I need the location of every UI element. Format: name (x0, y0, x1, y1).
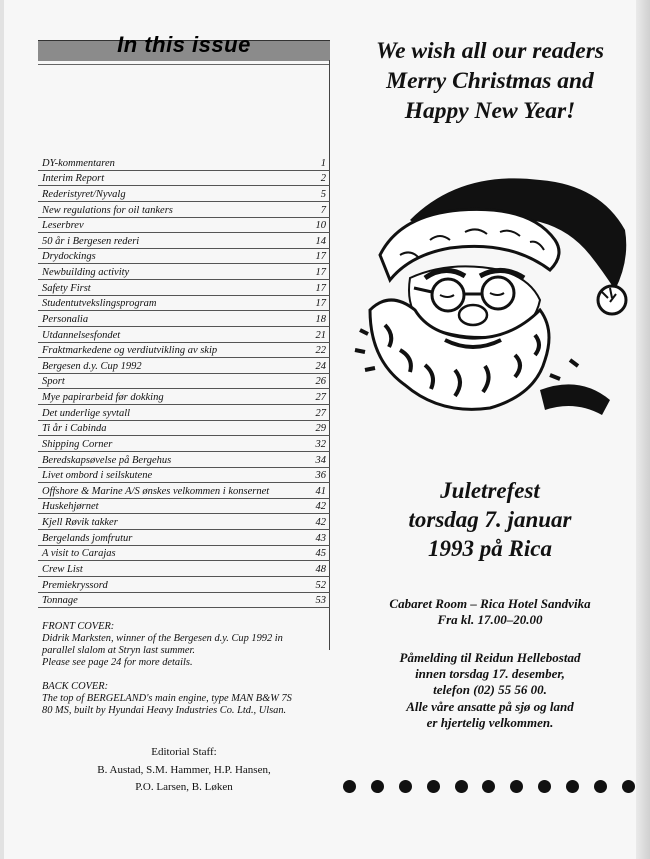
toc-page-number: 42 (315, 517, 326, 528)
toc-title: Bergelands jomfrutur (42, 532, 133, 544)
front-cover-caption: FRONT COVER: Didrik Marksten, winner of the Bergesen d.y. Cup 1992 in parallel slalom at Stryn last summer. Please see page 24 for more details. (42, 621, 283, 668)
table-of-contents (38, 155, 330, 608)
decorative-dot-row (343, 780, 635, 796)
toc-page-number: 27 (315, 392, 326, 403)
toc-page-number: 27 (315, 407, 326, 419)
toc-page-number: 14 (315, 235, 326, 247)
toc-title: Safety First (42, 282, 91, 294)
toc-row (38, 593, 330, 609)
toc-page-number: 7 (320, 204, 326, 216)
toc-title: A visit to Carajas (42, 548, 116, 560)
toc-page-number: 34 (315, 454, 326, 466)
decorative-dot (538, 780, 551, 793)
toc-page-number: 52 (315, 579, 326, 591)
decorative-dot (566, 780, 579, 793)
toc-row (38, 530, 330, 546)
toc-row (38, 202, 330, 218)
party-venue: Cabaret Room – Rica Hotel Sandvika Fra kl. 17.00–20.00 (389, 596, 591, 627)
toc-row (38, 358, 330, 374)
toc-row (38, 249, 330, 265)
toc-title: Livet ombord i seilskutene (42, 470, 153, 482)
toc-page-number: 24 (315, 360, 326, 372)
registration-info: Påmelding til Reidun Hellebostad innen torsdag 17. desember, telefon (02) 55 56 00. Alle våre ansatte på sjø og land er hjertelig velkommen. (399, 650, 581, 730)
toc-page-number: 22 (315, 345, 326, 357)
toc-row (38, 296, 330, 312)
toc-row (38, 546, 330, 562)
toc-row (38, 577, 330, 593)
toc-page-number: 32 (315, 438, 326, 450)
toc-page-number: 41 (315, 485, 326, 497)
decorative-dot (622, 780, 635, 793)
toc-title: Beredskapsøvelse på Bergehus (42, 454, 172, 466)
toc-row (38, 311, 330, 327)
toc-row (38, 514, 330, 530)
toc-page-number: 53 (315, 595, 326, 607)
santa-claus-illustration (340, 160, 640, 420)
toc-row (38, 499, 330, 515)
toc-title: DY-kommentaren (42, 157, 115, 169)
toc-title: Tonnage (42, 595, 78, 607)
contents-column (38, 32, 330, 607)
staff-line-2: P.O. Larsen, B. Løken (135, 781, 233, 793)
toc-title: Det underlige syvtall (42, 407, 131, 419)
toc-page-number: 5 (320, 188, 326, 200)
toc-page-number: 17 (315, 267, 326, 278)
toc-title: Kjell Røvik takker (42, 517, 118, 528)
toc-row (38, 186, 330, 202)
page-edge-right (636, 0, 650, 859)
toc-title: Crew List (42, 563, 83, 575)
toc-title: Shipping Corner (42, 438, 113, 450)
decorative-dot (343, 780, 356, 793)
toc-title: Personalia (42, 313, 89, 325)
toc-title: Interim Report (42, 173, 105, 185)
toc-page-number: 17 (315, 298, 326, 310)
toc-page-number: 36 (315, 470, 326, 482)
toc-title: Offshore & Marine A/S ønskes velkommen i konsernet (42, 485, 270, 497)
page-edge-left (0, 0, 4, 859)
decorative-dot (510, 780, 523, 793)
contents-title: In this issue (117, 32, 251, 57)
staff-heading: Editorial Staff: (151, 746, 217, 758)
toc-title: Studentutvekslingsprogram (42, 298, 157, 310)
toc-title: Fraktmarkedene og verdiutvikling av skip (42, 345, 218, 357)
toc-title: 50 år i Bergesen rederi (42, 235, 140, 247)
toc-title: Premiekryssord (42, 579, 108, 591)
editorial-staff (38, 744, 330, 797)
decorative-dot (427, 780, 440, 793)
christmas-party-title: Juletrefest torsdag 7. januar 1993 på Rica (408, 478, 572, 561)
contents-banner (38, 32, 330, 61)
toc-row (38, 374, 330, 390)
toc-row (38, 389, 330, 405)
toc-page-number: 42 (315, 501, 326, 513)
toc-row (38, 405, 330, 421)
toc-row (38, 218, 330, 234)
toc-row (38, 171, 330, 187)
toc-row (38, 280, 330, 296)
staff-line-1: B. Austad, S.M. Hammer, H.P. Hansen, (97, 763, 271, 776)
toc-row (38, 233, 330, 249)
toc-row (38, 264, 330, 280)
toc-page-number: 48 (315, 563, 326, 575)
toc-page-number: 26 (315, 376, 326, 388)
toc-row (38, 327, 330, 343)
decorative-dot (594, 780, 607, 793)
decorative-dot (455, 780, 468, 793)
toc-page-number: 18 (315, 313, 326, 325)
back-cover-caption: BACK COVER: The top of BERGELAND's main engine, type MAN B&W 7S 80 MS, built by Hyundai Heavy Industries Co. Ltd., Ulsan. (42, 681, 292, 716)
toc-page-number: 2 (320, 173, 326, 185)
toc-row (38, 155, 330, 171)
toc-title: Utdannelsesfondet (42, 329, 121, 341)
toc-row (38, 421, 330, 437)
toc-row (38, 436, 330, 452)
toc-page-number: 43 (315, 532, 326, 544)
toc-page-number: 17 (315, 282, 326, 294)
decorative-dot (482, 780, 495, 793)
toc-title: Huskehjørnet (42, 501, 99, 513)
decorative-dot (371, 780, 384, 793)
toc-page-number: 45 (315, 548, 326, 560)
toc-row (38, 468, 330, 484)
toc-title: Drydockings (42, 251, 96, 263)
toc-page-number: 29 (315, 423, 326, 435)
toc-title: Bergesen d.y. Cup 1992 (42, 360, 142, 372)
toc-page-number: 17 (315, 251, 326, 263)
toc-row (38, 561, 330, 577)
toc-page-number: 10 (315, 220, 326, 232)
toc-title: Mye papirarbeid før dokking (42, 392, 164, 403)
toc-title: Newbuilding activity (42, 267, 130, 278)
toc-page-number: 21 (315, 329, 326, 341)
toc-title: Leserbrev (42, 220, 84, 232)
toc-page-number: 1 (320, 157, 326, 169)
toc-title: Rederistyret/Nyvalg (42, 188, 126, 200)
toc-title: Sport (42, 376, 65, 388)
holiday-greeting: We wish all our readers Merry Christmas and Happy New Year! (375, 38, 605, 124)
toc-row (38, 343, 330, 359)
toc-row (38, 483, 330, 499)
decorative-dot (399, 780, 412, 793)
toc-title: New regulations for oil tankers (42, 204, 173, 216)
toc-title: Ti år i Cabinda (42, 423, 107, 435)
toc-row (38, 452, 330, 468)
